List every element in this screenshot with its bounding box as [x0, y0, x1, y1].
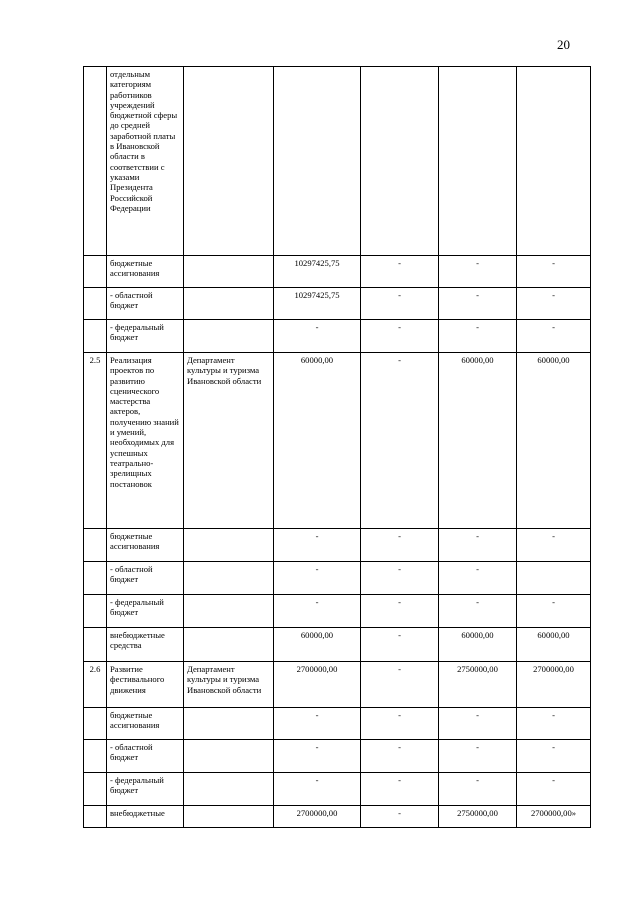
table-row	[84, 740, 591, 773]
row-executor: Департамент культуры и туризма Ивановской области	[184, 353, 274, 529]
row-name: Развитие фестивального движения	[107, 662, 184, 708]
row-executor	[184, 67, 274, 256]
row-value-1: -	[274, 529, 361, 562]
table-row	[84, 320, 591, 353]
row-index	[84, 288, 107, 320]
row-name: бюджетные ассигнования	[107, 256, 184, 288]
row-executor	[184, 529, 274, 562]
row-value-1: -	[274, 773, 361, 806]
row-name: внебюджетные средства	[107, 628, 184, 662]
row-value-1: -	[274, 595, 361, 628]
table-row	[84, 353, 591, 529]
row-name: отдельным категориям работников учреждений бюджетной сферы до средней заработной платы в Ивановской области в соответствии с указами Президента Российской Федерации	[107, 67, 184, 256]
table-row	[84, 256, 591, 288]
row-name: - областной бюджет	[107, 740, 184, 773]
row-value-4: 2700000,00»	[517, 806, 591, 828]
row-value-4: -	[517, 740, 591, 773]
row-name: - федеральный бюджет	[107, 773, 184, 806]
page-number: 20	[557, 37, 570, 52]
row-value-2: -	[361, 595, 439, 628]
row-value-1: 60000,00	[274, 628, 361, 662]
row-value-3: -	[439, 708, 517, 740]
row-value-4: -	[517, 595, 591, 628]
row-value-4	[517, 67, 591, 256]
row-value-2: -	[361, 353, 439, 529]
row-index	[84, 628, 107, 662]
row-value-2: -	[361, 288, 439, 320]
row-value-2: -	[361, 628, 439, 662]
row-name: бюджетные ассигнования	[107, 529, 184, 562]
row-value-2: -	[361, 256, 439, 288]
row-value-4	[517, 562, 591, 595]
row-index: 2.5	[84, 353, 107, 529]
row-value-1	[274, 67, 361, 256]
row-value-1: 60000,00	[274, 353, 361, 529]
row-index	[84, 562, 107, 595]
row-value-3: -	[439, 529, 517, 562]
table-row	[84, 708, 591, 740]
row-value-1: 10297425,75	[274, 256, 361, 288]
row-value-4: 60000,00	[517, 353, 591, 529]
row-name: - областной бюджет	[107, 562, 184, 595]
row-executor	[184, 288, 274, 320]
row-value-3: -	[439, 256, 517, 288]
row-value-3: 60000,00	[439, 353, 517, 529]
row-executor	[184, 562, 274, 595]
row-value-2: -	[361, 320, 439, 353]
row-index	[84, 708, 107, 740]
row-value-4: -	[517, 773, 591, 806]
table-row	[84, 662, 591, 708]
row-value-2: -	[361, 773, 439, 806]
table-row	[84, 288, 591, 320]
row-index	[84, 67, 107, 256]
row-value-4: -	[517, 529, 591, 562]
row-value-2	[361, 67, 439, 256]
row-value-3: -	[439, 562, 517, 595]
table-row	[84, 773, 591, 806]
row-value-4: 2700000,00	[517, 662, 591, 708]
row-index	[84, 806, 107, 828]
row-executor: Департамент культуры и туризма Ивановской области	[184, 662, 274, 708]
row-index: 2.6	[84, 662, 107, 708]
row-value-4: -	[517, 320, 591, 353]
row-value-3	[439, 67, 517, 256]
row-value-1: -	[274, 708, 361, 740]
row-value-3: -	[439, 740, 517, 773]
row-executor	[184, 708, 274, 740]
row-value-4: -	[517, 256, 591, 288]
row-value-3: 60000,00	[439, 628, 517, 662]
row-value-3: -	[439, 288, 517, 320]
row-name: Реализация проектов по развитию сценического мастерства актеров, получению знаний и умений, необходимых для успешных театрально-зрелищных постановок	[107, 353, 184, 529]
row-name: - областной бюджет	[107, 288, 184, 320]
table-row	[84, 67, 591, 256]
row-executor	[184, 806, 274, 828]
row-executor	[184, 320, 274, 353]
row-value-1: 10297425,75	[274, 288, 361, 320]
row-index	[84, 529, 107, 562]
row-value-1: -	[274, 740, 361, 773]
row-index	[84, 740, 107, 773]
row-value-4: 60000,00	[517, 628, 591, 662]
row-value-3: 2750000,00	[439, 806, 517, 828]
row-value-2: -	[361, 662, 439, 708]
row-value-4: -	[517, 708, 591, 740]
table-row	[84, 562, 591, 595]
row-value-2: -	[361, 562, 439, 595]
table-row	[84, 595, 591, 628]
row-value-1: -	[274, 562, 361, 595]
row-index	[84, 595, 107, 628]
row-value-3: -	[439, 320, 517, 353]
row-executor	[184, 628, 274, 662]
row-value-4: -	[517, 288, 591, 320]
row-executor	[184, 740, 274, 773]
row-name: - федеральный бюджет	[107, 595, 184, 628]
row-executor	[184, 773, 274, 806]
row-index	[84, 773, 107, 806]
row-value-1: 2700000,00	[274, 662, 361, 708]
row-executor	[184, 595, 274, 628]
row-value-1: 2700000,00	[274, 806, 361, 828]
budget-table	[83, 66, 591, 828]
row-value-3: 2750000,00	[439, 662, 517, 708]
row-name: - федеральный бюджет	[107, 320, 184, 353]
table-row	[84, 806, 591, 828]
row-index	[84, 256, 107, 288]
row-name: бюджетные ассигнования	[107, 708, 184, 740]
table-row	[84, 628, 591, 662]
row-value-3: -	[439, 773, 517, 806]
row-value-2: -	[361, 529, 439, 562]
table-row	[84, 529, 591, 562]
row-name: внебюджетные	[107, 806, 184, 828]
row-executor	[184, 256, 274, 288]
row-value-2: -	[361, 806, 439, 828]
row-value-2: -	[361, 740, 439, 773]
row-value-2: -	[361, 708, 439, 740]
row-index	[84, 320, 107, 353]
row-value-3: -	[439, 595, 517, 628]
row-value-1: -	[274, 320, 361, 353]
